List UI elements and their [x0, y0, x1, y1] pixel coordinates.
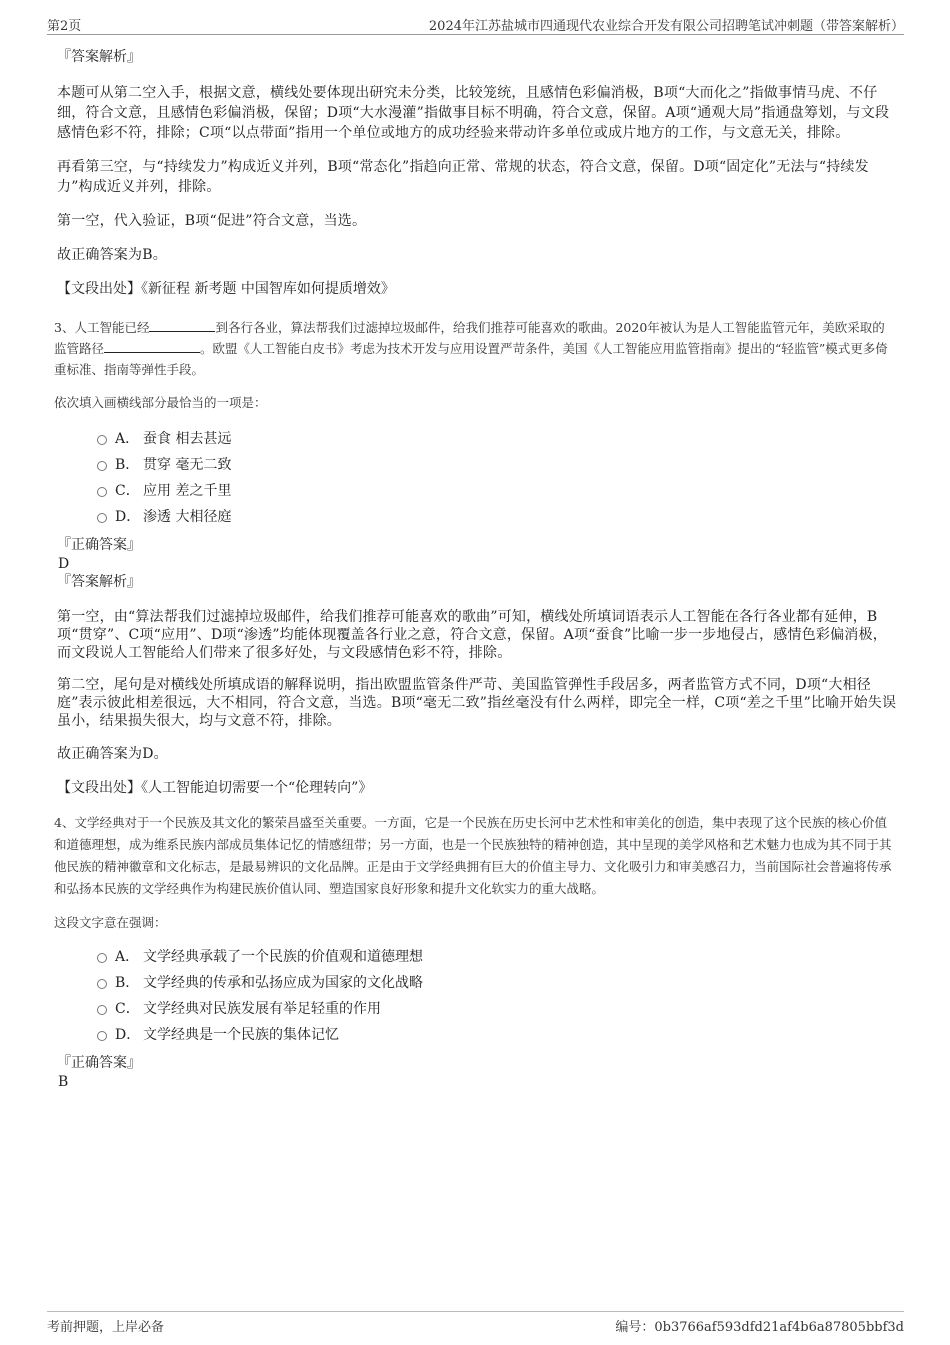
correct-answer-label: 『正确答案』 [57, 1055, 141, 1071]
option-b[interactable]: B． 贯穿 毫无二致 [57, 452, 897, 478]
question-3-options [57, 426, 897, 530]
analysis-paragraph: 故正确答案为B。 [57, 247, 167, 263]
analysis-label: 『答案解析』 [57, 49, 141, 65]
radio-icon[interactable] [97, 979, 107, 989]
page-header [47, 12, 904, 35]
question-3-text-middle: 到各行各业，算法帮我们过滤掉垃圾邮件，给我们推荐可能喜欢的歌曲。2020年被认为是人工智能监管元年，美欧采取的监管路径 [54, 320, 885, 356]
document-id: 编号：0b3766af593dfd21af4b6a87805bbf3d [615, 1320, 904, 1335]
blank-1 [149, 319, 215, 332]
analysis-paragraph: 第一空，代入验证，B项“促进”符合文意，当选。 [57, 213, 367, 229]
document-title: 2024年江苏盐城市四通现代农业综合开发有限公司招聘笔试冲刺题（带答案解析） [428, 19, 904, 34]
analysis-paragraph: 第二空，尾句是对横线处所填成语的解释说明，指出欧盟监管条件严苛、美国监管弹性手段居多，两者监管方式不同，D项“大相径庭”表示彼此相差很远，大不相同，符合文意，当选。B项“毫无二致”指丝毫没有什么两样，即完全一样，C项“差之千里”比喻开始失误虽小，结果损失很大，均与文意不符，排除。 [57, 677, 897, 729]
analysis-paragraph: 第一空，由“算法帮我们过滤掉垃圾邮件，给我们推荐可能喜欢的歌曲”可知，横线处所填词语表示人工智能在各行各业都有延伸，B项“贯穿”、C项“应用”、D项“渗透”均能体现覆盖各行业之意，符合文意，保留。A项“蚕食”比喻一步一步地侵占，感情色彩偏消极，而文段说人工智能给人们带来了很多好处，与文段感情色彩不符，排除。 [57, 609, 887, 661]
radio-icon[interactable] [97, 513, 107, 523]
blank-2 [104, 340, 200, 353]
correct-answer: B [58, 1074, 69, 1090]
question-3-text [54, 317, 897, 380]
option-b[interactable]: B． 文学经典的传承和弘扬应成为国家的文化战略 [57, 970, 897, 996]
radio-icon[interactable] [97, 435, 107, 445]
radio-icon[interactable] [97, 953, 107, 963]
analysis-paragraph: 再看第三空，与“持续发力”构成近义并列，B项“常态化”指趋向正常、常规的状态，符合文意，保留。D项“固定化”无法与“持续发力”构成近义并列，排除。 [57, 159, 869, 195]
analysis-label: 『答案解析』 [57, 574, 141, 590]
question-4-text: 4、文学经典对于一个民族及其文化的繁荣昌盛至关重要。一方面，它是一个民族在历史长河中艺术性和审美化的创造，集中表现了这个民族的核心价值和道德理想，成为维系民族内部成员集体记忆的情感纽带；另一方面，也是一个民族独特的精神创造，其中呈现的美学风格和艺术魅力也成为其不同于其他民族的精神徽章和文化标志，是最易辨识的文化品牌。正是由于文学经典拥有巨大的价值主导力、文化吸引力和审美感召力，当前国际社会普遍将传承和弘扬本民族的文学经典作为构建民族价值认同、塑造国家良好形象和提升文化软实力的重大战略。 [54, 815, 892, 896]
option-a[interactable]: A． 文学经典承载了一个民族的价值观和道德理想 [57, 944, 897, 970]
question-3-prompt: 依次填入画横线部分最恰当的一项是： [54, 395, 267, 410]
question-3-text-start: 3、人工智能已经 [54, 320, 150, 335]
page-content [54, 44, 897, 1091]
page-number: 第2页 [47, 19, 82, 34]
correct-answer: D [58, 556, 70, 572]
radio-icon[interactable] [97, 461, 107, 471]
page-footer [47, 1311, 904, 1335]
text-source: 【文段出处】《新征程 新考题 中国智库如何提质增效》 [57, 281, 395, 297]
radio-icon[interactable] [97, 487, 107, 497]
text-source: 【文段出处】《人工智能迫切需要一个“伦理转向”》 [57, 780, 373, 796]
option-a[interactable]: A． 蚕食 相去甚远 [57, 426, 897, 452]
radio-icon[interactable] [97, 1031, 107, 1041]
question-3-text-end: 。欧盟《人工智能白皮书》考虑为技术开发与应用设置严苛条件，美国《人工智能应用监管指南》提出的“轻监管”模式更多倚重标准、指南等弹性手段。 [54, 341, 888, 377]
option-c[interactable]: C． 文学经典对民族发展有举足轻重的作用 [57, 996, 897, 1022]
correct-answer-label: 『正确答案』 [57, 537, 141, 553]
analysis-paragraph: 本题可从第二空入手，根据文意，横线处要体现出研究未分类，比较笼统，且感情色彩偏消极，B项“大而化之”指做事情马虎、不仔细，符合文意，且感情色彩偏消极，保留；D项“大水漫灌”指做事目标不明确，符合文意，保留。A项“通观大局”指通盘筹划，与文段感情色彩不符，排除；C项“以点带面”指用一个单位或地方的成功经验来带动许多单位或成片地方的工作，与文意无关，排除。 [57, 85, 890, 141]
option-d[interactable]: D． 文学经典是一个民族的集体记忆 [57, 1022, 897, 1048]
radio-icon[interactable] [97, 1005, 107, 1015]
footer-slogan: 考前押题，上岸必备 [47, 1320, 165, 1335]
option-d[interactable]: D． 渗透 大相径庭 [57, 504, 897, 530]
option-c[interactable]: C． 应用 差之千里 [57, 478, 897, 504]
question-4-options [57, 944, 897, 1048]
analysis-paragraph: 故正确答案为D。 [57, 746, 168, 762]
question-4-prompt: 这段文字意在强调： [54, 915, 167, 930]
